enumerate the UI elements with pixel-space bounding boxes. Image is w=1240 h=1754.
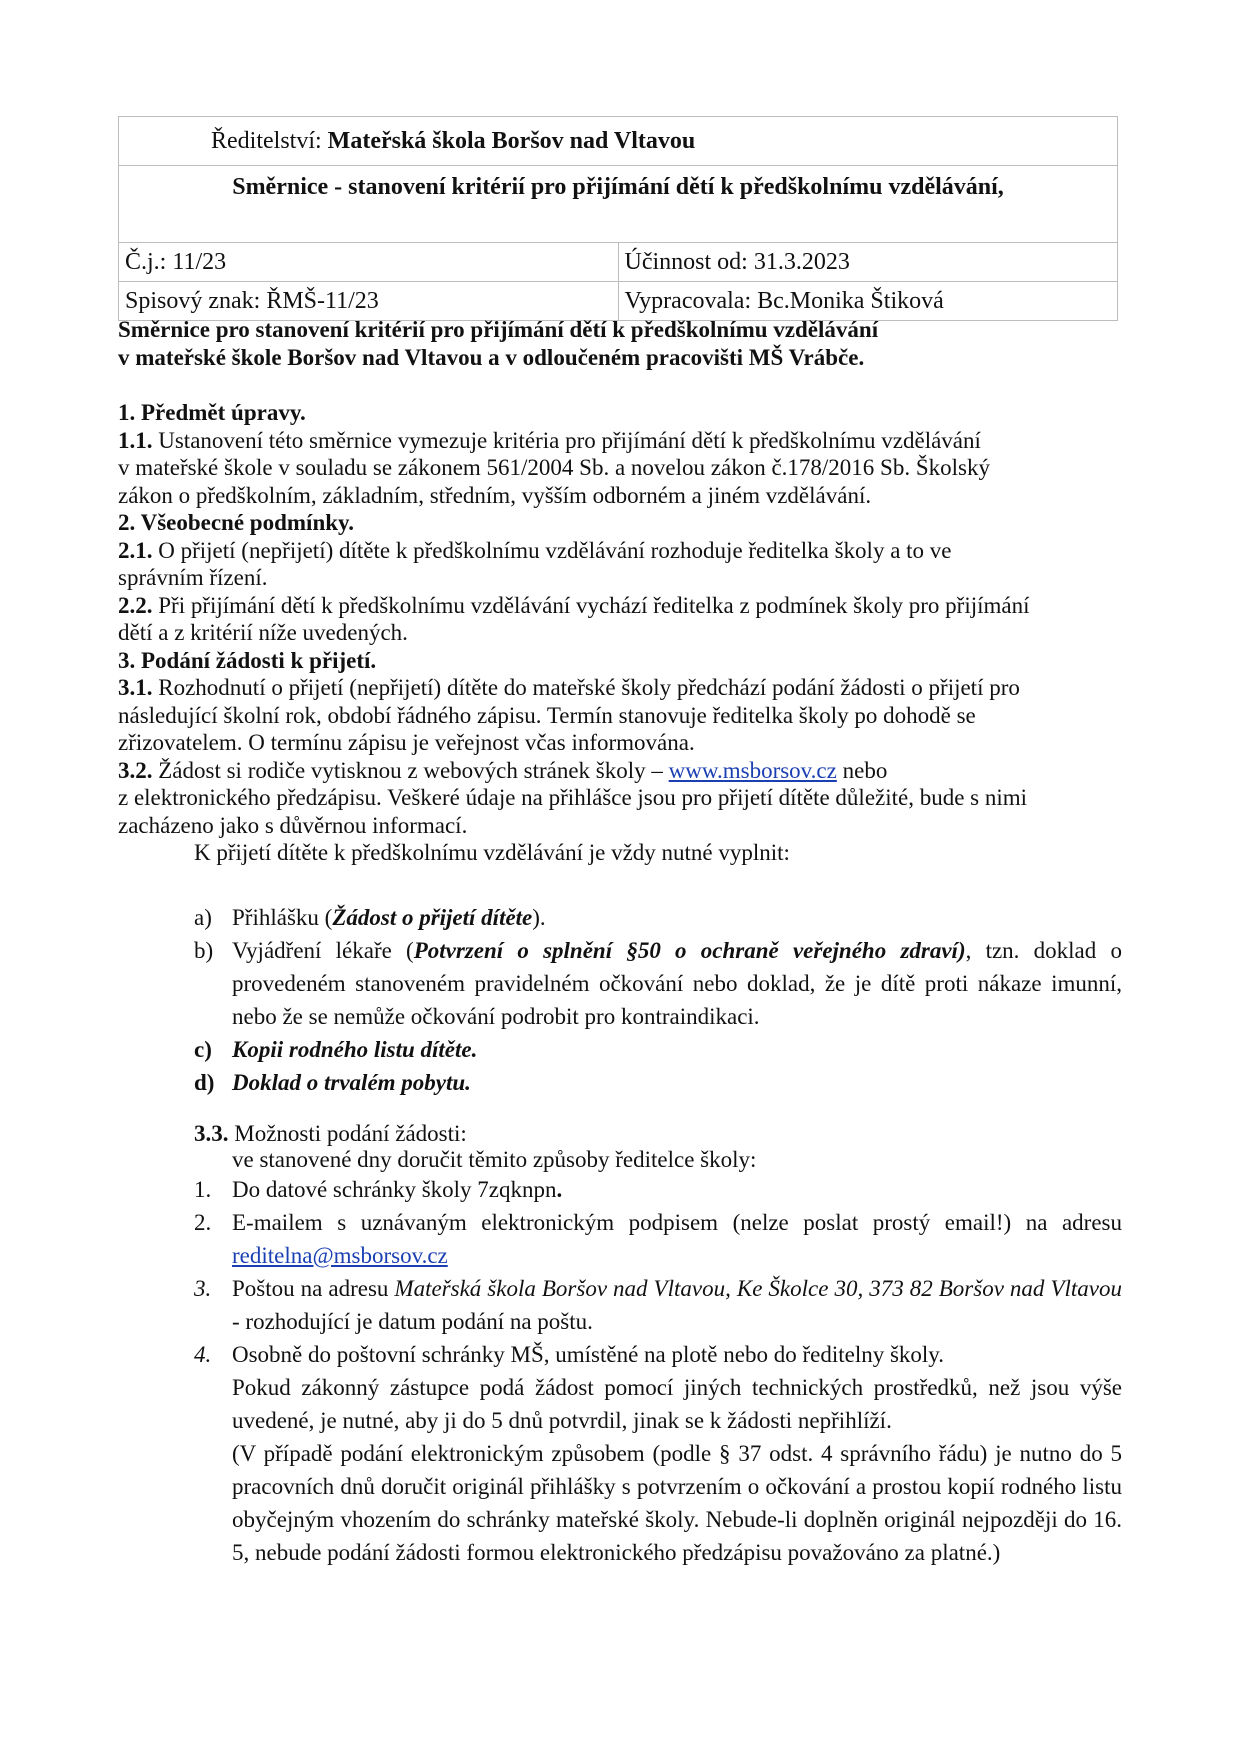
para-3-3: 3.3. Možnosti podání žádosti: xyxy=(194,1120,467,1146)
reference-number: Č.j.: 11/23 xyxy=(119,243,619,282)
list-item: 1. Do datové schránky školy 7zqknpn. xyxy=(194,1176,563,1202)
para-2-1-line2: správním řízení. xyxy=(118,565,268,590)
file-mark: Spisový znak: ŘMŠ-11/23 xyxy=(119,282,619,321)
org-name: Mateřská škola Boršov nad Vltavou xyxy=(327,127,696,154)
section-1-title: 1. Předmět úpravy. xyxy=(118,400,306,425)
required-documents-list xyxy=(194,901,1122,1099)
para-2-2-line2: dětí a z kritérií níže uvedených. xyxy=(118,620,408,645)
list-item: c) Kopii rodného listu dítěte. xyxy=(194,1036,478,1062)
list-item: d) Doklad o trvalém pobytu. xyxy=(194,1069,471,1095)
para-3-2: 3.2. Žádost si rodiče vytisknou z webových stránek školy – www.msborsov.cz nebo xyxy=(118,757,888,783)
org-prefix: Ředitelství: xyxy=(211,127,322,154)
document-body xyxy=(118,316,1122,1569)
header-table xyxy=(118,116,1118,321)
school-website-link[interactable]: www.msborsov.cz xyxy=(668,757,837,783)
list-item: 4. Osobně do poštovní schránky MŠ, umístěné na plotě nebo do ředitelny školy. xyxy=(194,1341,945,1367)
list-item: a) Přihlášku (Žádost o přijetí dítěte). xyxy=(194,904,546,930)
para-3-1-line2: následující školní rok, období řádného zápisu. Termín stanovuje ředitelka školy po dohodě se xyxy=(118,702,976,728)
para-3-2-line3: zacházeno jako s důvěrnou informací. xyxy=(118,812,468,838)
author: Vypracovala: Bc.Monika Štiková xyxy=(618,282,1118,321)
para-3-1: 3.1. Rozhodnutí o přijetí (nepřijetí) dítěte do mateřské školy předchází podání žádosti o přijetí pro xyxy=(118,675,1020,700)
effective-date: Účinnost od: 31.3.2023 xyxy=(618,243,1118,282)
para-3-1-line3: zřizovatelem. O termínu zápisu je veřejnost včas informována. xyxy=(118,730,695,755)
para-3-3-line2: ve stanovené dny doručit těmito způsoby ředitelce školy: xyxy=(232,1146,757,1172)
intro-line-1: Směrnice pro stanovení kritérií pro přijímání dětí k předškolnímu vzdělávání xyxy=(118,317,879,342)
para-2-2: 2.2. Při přijímání dětí k předškolnímu vzdělávání vychází ředitelka z podmínek školy pro přijímání xyxy=(118,592,1030,618)
para-2-1: 2.1. O přijetí (nepřijetí) dítěte k předškolnímu vzdělávání rozhoduje ředitelka školy a to ve xyxy=(118,537,952,563)
section-2-title: 2. Všeobecné podmínky. xyxy=(118,510,355,535)
para-1-1: 1.1. Ustanovení této směrnice vymezuje kritéria pro přijímání dětí k předškolnímu vzdělávání xyxy=(118,427,981,453)
list-item: 2. E-mailem s uznávaným elektronickým podpisem (nelze poslat prostý email!) na adresu reditelna@msborsov.cz xyxy=(194,1209,1122,1268)
email-link[interactable]: reditelna@msborsov.cz xyxy=(232,1242,448,1268)
note-paragraph: Pokud zákonný zástupce podá žádost pomocí jiných technických prostředků, než jsou výše uvedené, je nutné, aby ji do 5 dnů potvrdil, jinak se k žádosti nepřihlíží. xyxy=(232,1374,1122,1433)
intro-line-2: v mateřské škole Boršov nad Vltavou a v odloučeném pracovišti MŠ Vrábče. xyxy=(118,344,865,370)
para-1-1-line3: zákon o předškolním, základním, středním, vyšším odborném a jiném vzdělávání. xyxy=(118,482,872,508)
required-documents-intro: K přijetí dítěte k předškolnímu vzdělávání je vždy nutné vyplnit: xyxy=(194,840,790,865)
directive-subtitle: Směrnice - stanovení kritérií pro přijímání dětí k předškolnímu vzdělávání, xyxy=(119,166,1118,243)
list-item: b) Vyjádření lékaře (Potvrzení o splnění §50 o ochraně veřejného zdraví), tzn. doklad o provedeném stanoveném pravidelném očkování nebo doklad, že je dítě proti nákaze imunní, nebo že se nemůže očkování podrobit pro kontraindikaci. xyxy=(194,937,1122,1029)
note-paragraph: (V případě podání elektronickým způsobem (podle § 37 odst. 4 správního řádu) je nutno do 5 pracovních dnů doručit originál přihlášky s potvrzením o očkování a prostou kopií rodného listu obyčejným vhozením do schránky mateřské školy. Nebude-li doplněn originál nejpozději do 16. 5, nebude podání žádosti formou elektronického předzápisu považováno za platné.) xyxy=(232,1440,1122,1565)
organization-cell xyxy=(119,117,1118,166)
list-item: 3. Poštou na adresu Mateřská škola Boršov nad Vltavou, Ke Školce 30, 373 82 Boršov nad Vltavou - rozhodující je datum podání na poštu. xyxy=(194,1275,1122,1334)
submission-ways-list xyxy=(194,1173,1122,1569)
para-1-1-line2: v mateřské škole v souladu se zákonem 561/2004 Sb. a novelou zákon č.178/2016 Sb. Školský xyxy=(118,455,990,480)
section-3-title: 3. Podání žádosti k přijetí. xyxy=(118,647,377,673)
para-3-2-line2: z elektronického předzápisu. Veškeré údaje na přihlášce jsou pro přijetí dítěte důležité, bude s nimi xyxy=(118,785,1028,810)
